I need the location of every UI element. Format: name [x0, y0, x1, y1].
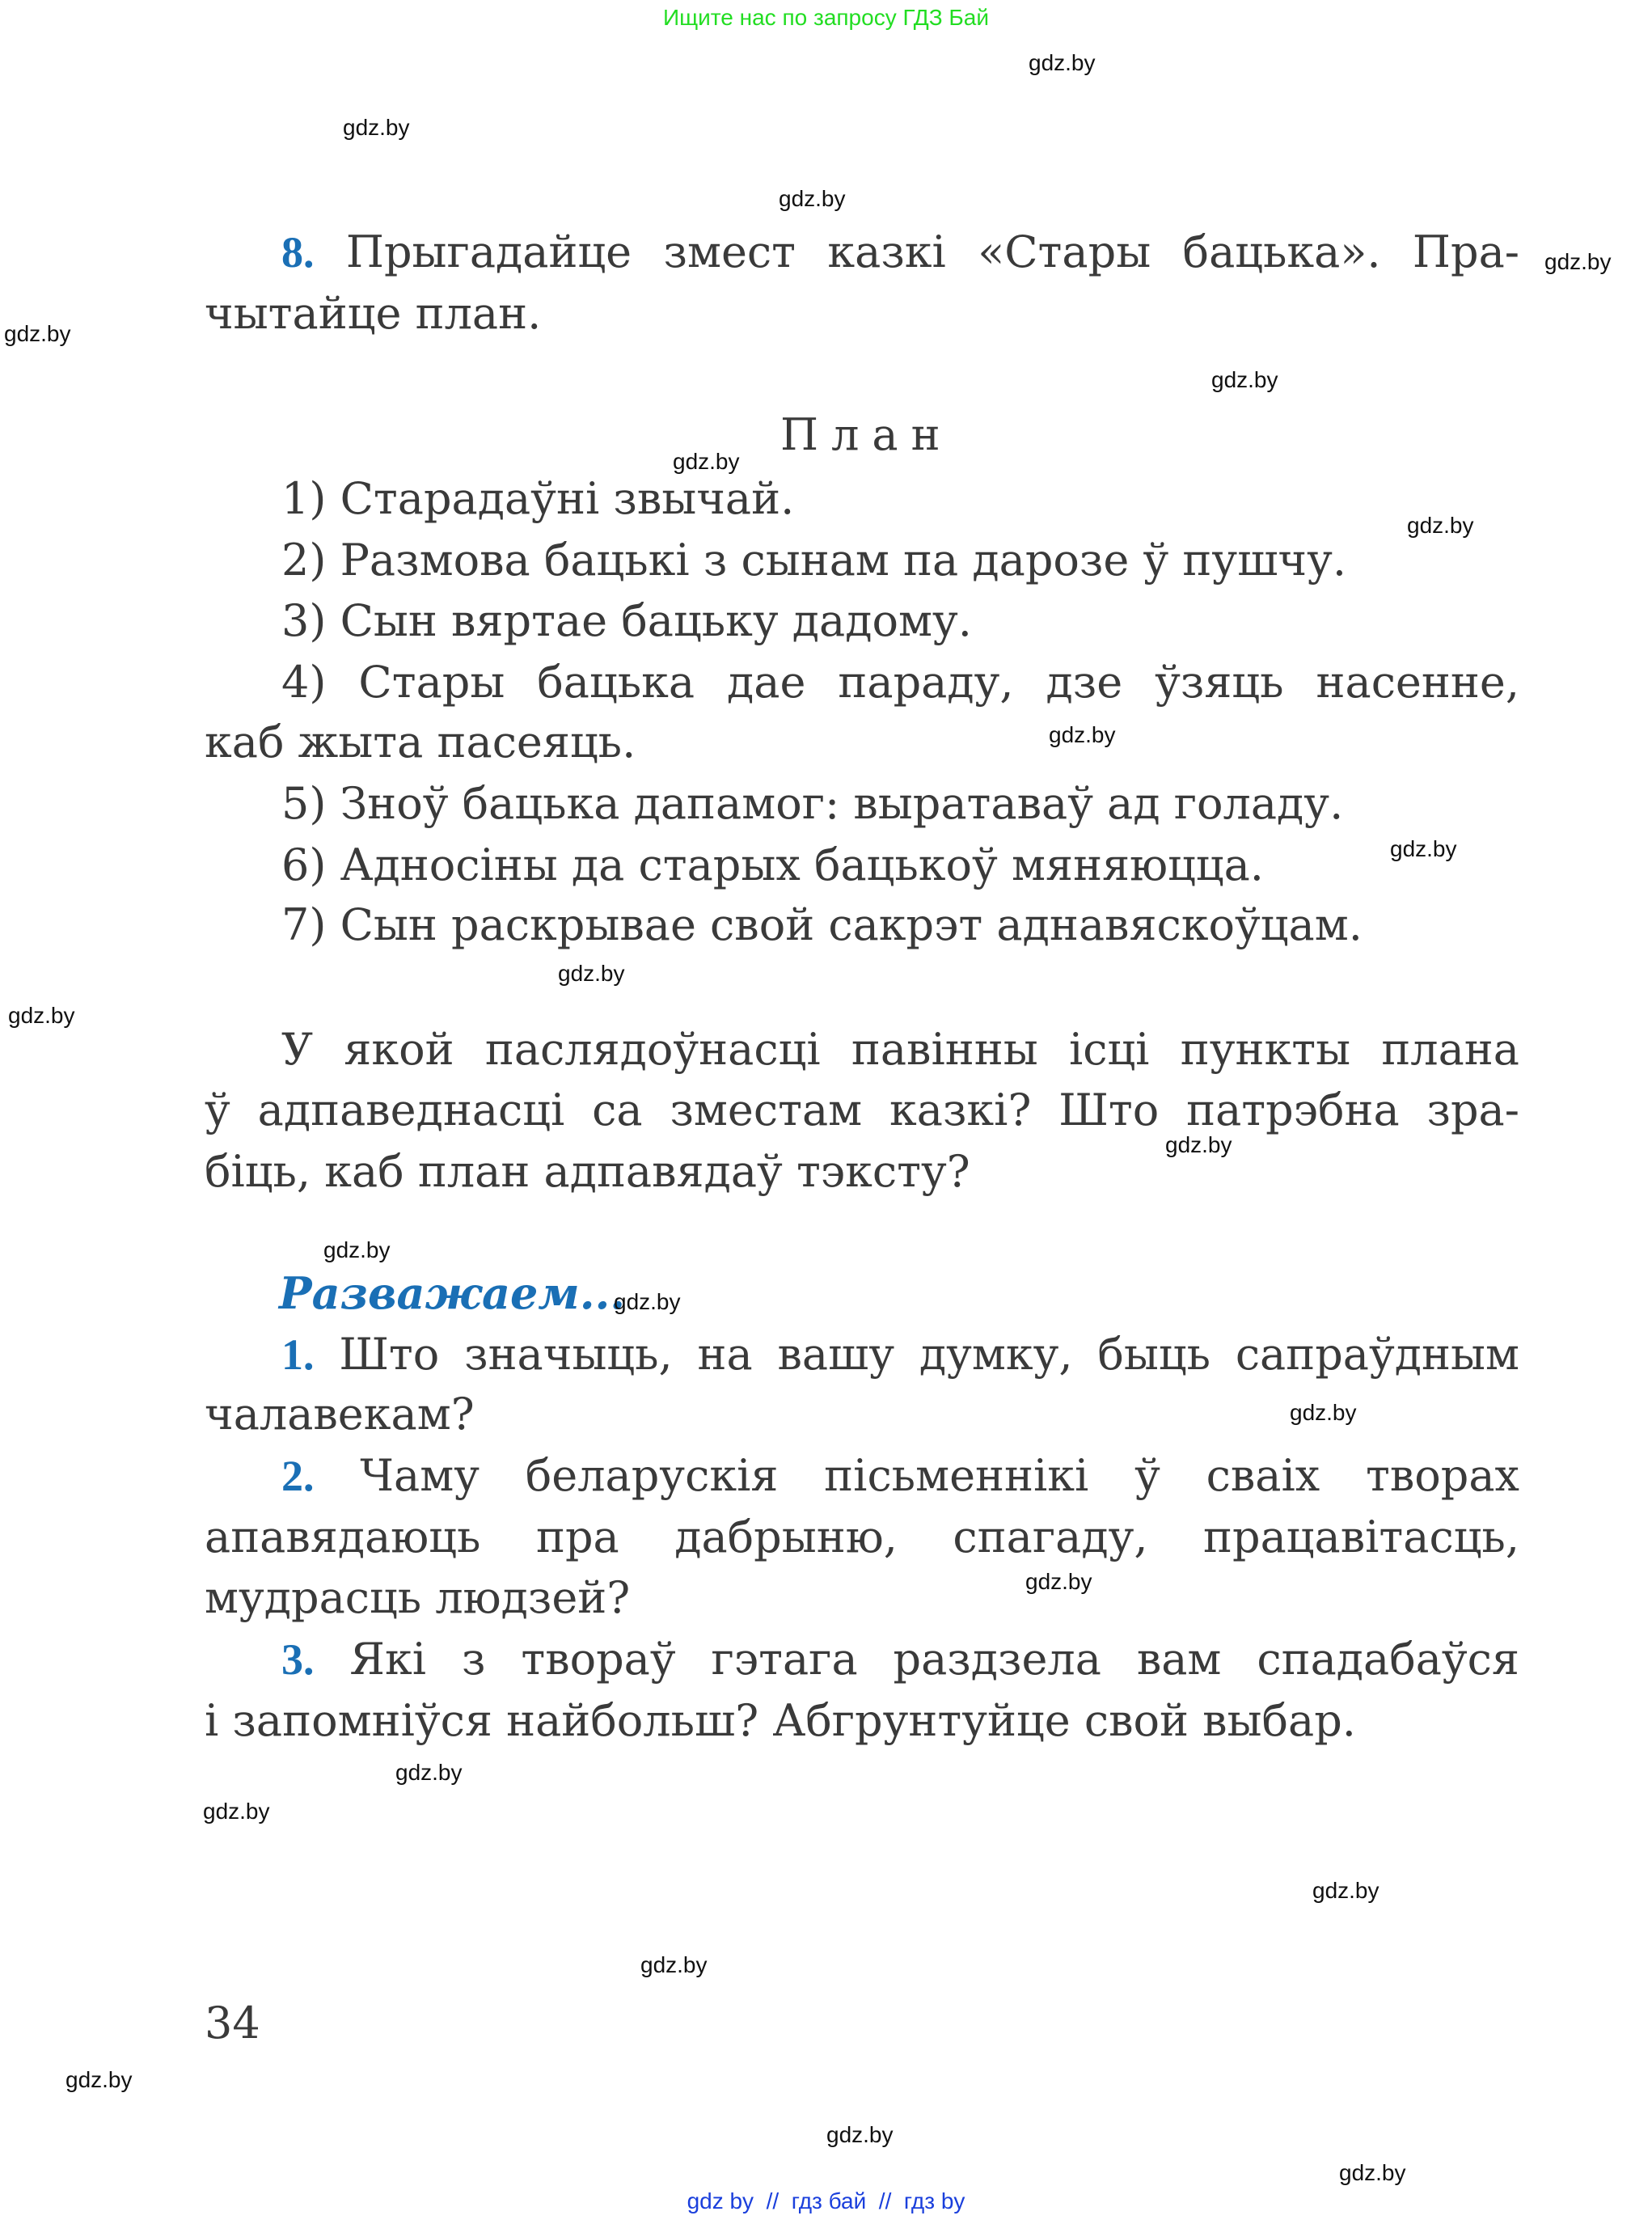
discuss-item-1-line-1: 1. Што значыць, на вашу думку, быць сапраўдным	[281, 1329, 1519, 1380]
question-line-3: біць, каб план адпавядаў тэксту?	[205, 1146, 970, 1197]
watermark: gdz.by	[1390, 836, 1457, 861]
task-8-line-2: чытайце план.	[205, 288, 542, 339]
watermark: gdz.by	[1312, 1878, 1379, 1903]
plan-item-5: 5) Зноў бацька дапамог: выратаваў ад голаду.	[281, 778, 1344, 829]
watermark: gdz.by	[558, 961, 625, 986]
watermark: gdz.by	[1049, 722, 1116, 747]
watermark: gdz.by	[65, 2067, 133, 2092]
watermark: gdz.by	[640, 1952, 708, 1977]
watermark: gdz.by	[614, 1289, 681, 1314]
discuss-item-2-line-3: мудрасць людзей?	[205, 1572, 631, 1623]
watermark: gdz.by	[323, 1237, 391, 1262]
discuss-item-3-line-2: і запомніўся найбольш? Абгрунтуйце свой выбар.	[205, 1695, 1356, 1746]
footer-links[interactable]: gdz by // гдз бай // гдз by	[687, 2188, 965, 2213]
plan-item-4: 4) Стары бацька дае параду, дзе ўзяць насенне,	[281, 657, 1519, 708]
discuss-number-3: 3.	[281, 1635, 315, 1684]
discuss-number-1: 1.	[281, 1330, 315, 1379]
plan-item-4-cont: каб жыта пасеяць.	[205, 717, 636, 767]
plan-item-2: 2) Размова бацькі з сынам па дарозе ў пушчу.	[281, 535, 1347, 586]
plan-item-7: 7) Сын раскрывае свой сакрэт аднавяскоўцам.	[281, 899, 1363, 950]
watermark: gdz.by	[1165, 1132, 1232, 1157]
page-number: 34	[205, 1998, 260, 2049]
watermark: gdz.by	[203, 1799, 270, 1824]
discuss-item-1-line-2: чалавекам?	[205, 1389, 475, 1440]
question-line-2: ў адпаведнасці са зместам казкі? Што патрэбна зра-	[205, 1085, 1519, 1135]
watermark: gdz.by	[1339, 2160, 1406, 2185]
watermark: gdz.by	[1544, 249, 1612, 274]
discuss-item-3-line-1: 3. Які з твораў гэтага раздзела вам спадабаўся	[281, 1634, 1519, 1685]
watermark: gdz.by	[673, 449, 740, 474]
watermark: gdz.by	[343, 115, 410, 140]
task-number: 8.	[281, 228, 315, 277]
search-banner[interactable]: Ищите нас по запросу ГДЗ Бай	[662, 5, 990, 30]
watermark: gdz.by	[395, 1760, 463, 1785]
discuss-item-2-line-1: 2. Чаму беларускія пісьменнікі ў сваіх творах	[281, 1450, 1519, 1501]
discuss-number-2: 2.	[281, 1452, 315, 1500]
discuss-heading: Разважаем...	[279, 1267, 626, 1319]
question-line-1: У якой паслядоўнасці павінны ісці пункты плана	[281, 1024, 1519, 1075]
plan-title: План	[780, 409, 953, 460]
watermark: gdz.by	[1025, 1569, 1092, 1594]
watermark: gdz.by	[1407, 513, 1474, 538]
watermark: gdz.by	[4, 321, 71, 346]
plan-item-1: 1) Старадаўні звычай.	[281, 473, 795, 524]
watermark: gdz.by	[1029, 50, 1096, 75]
discuss-item-2-line-2: апавядаюць пра дабрыню, спагаду, працавітасць,	[205, 1512, 1519, 1562]
task-8-line-1: 8. Прыгадайце змест казкі «Стары бацька». Пра-	[281, 226, 1520, 277]
watermark: gdz.by	[779, 186, 846, 211]
watermark: gdz.by	[8, 1003, 75, 1028]
watermark: gdz.by	[826, 2122, 894, 2147]
plan-item-6: 6) Адносіны да старых бацькоў мяняюцца.	[281, 839, 1264, 890]
watermark: gdz.by	[1290, 1400, 1357, 1425]
plan-item-3: 3) Сын вяртае бацьку дадому.	[281, 595, 972, 646]
watermark: gdz.by	[1211, 367, 1278, 392]
